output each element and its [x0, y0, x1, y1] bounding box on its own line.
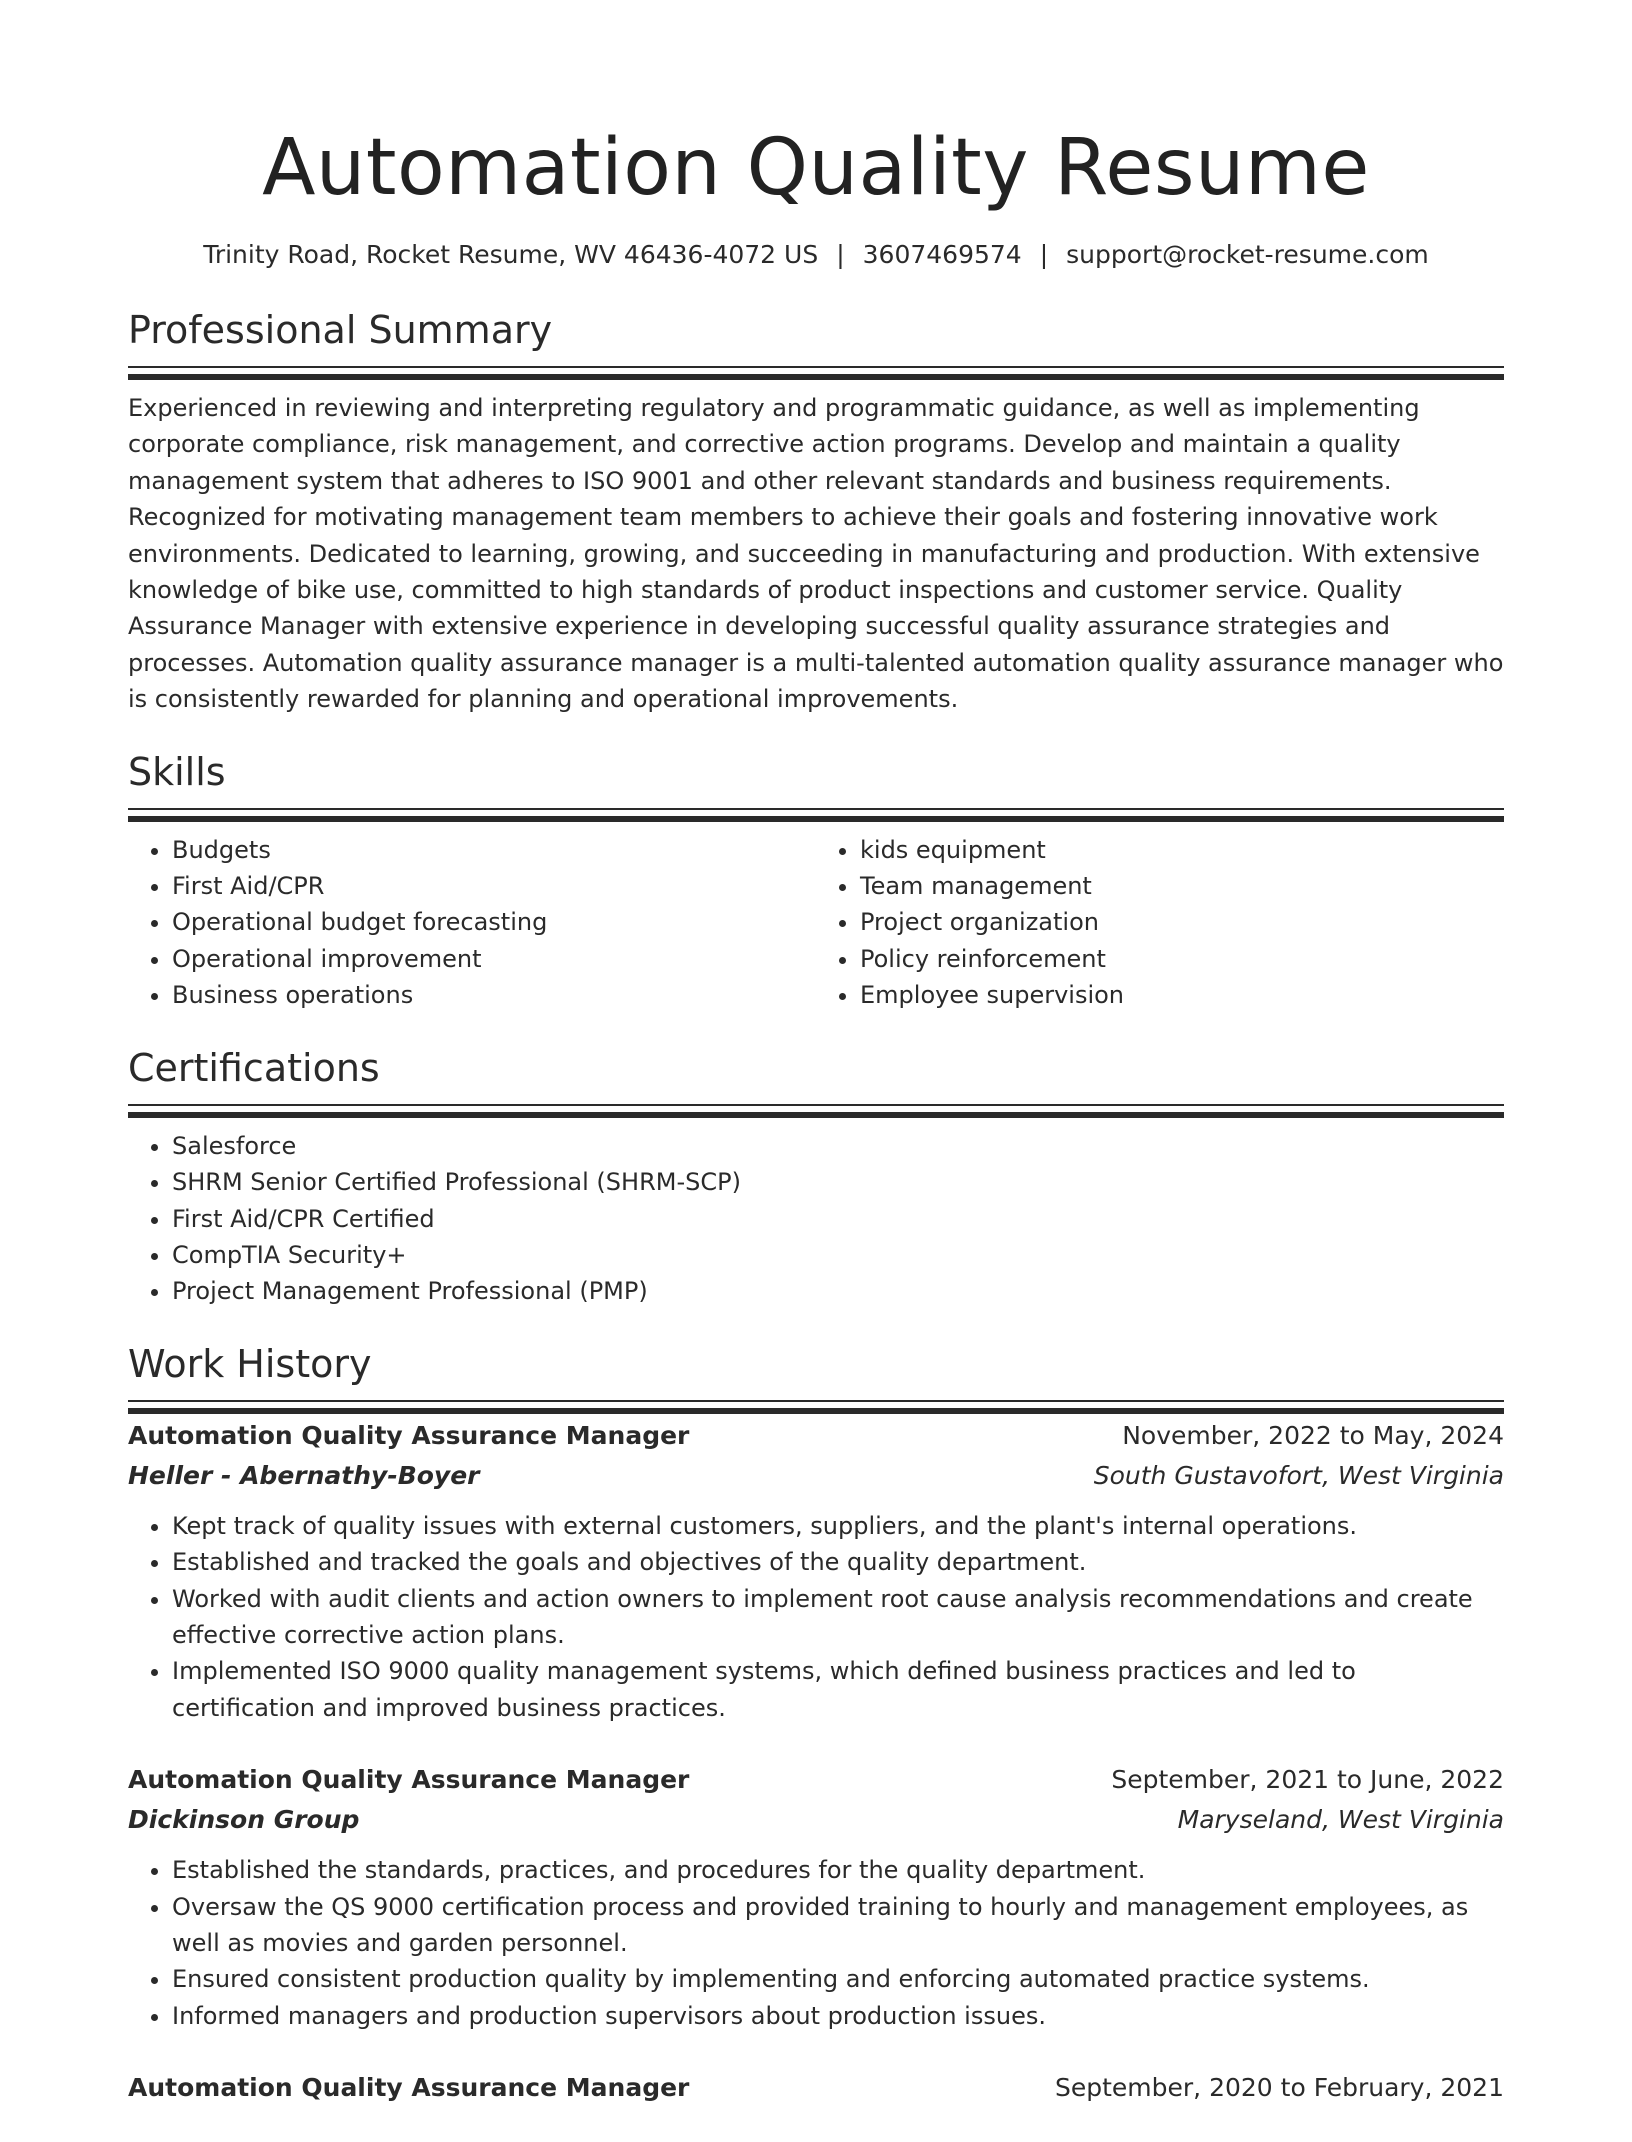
- work-history-section: [128, 1340, 1504, 2108]
- resume-title: Automation Quality Resume: [262, 123, 1370, 213]
- contact-address: Trinity Road, Rocket Resume, WV 46436-4072 US: [203, 240, 819, 269]
- job-title: Automation Quality Assurance Manager: [128, 1420, 690, 1450]
- section-divider: [128, 1104, 1504, 1106]
- job-bullets: [128, 1852, 1504, 2034]
- job-bullet: • Oversaw the QS 9000 certification process and provided training to hourly and management employees, as well as movies and garden personnel.: [172, 1889, 1504, 1962]
- contact-phone: 3607469574: [862, 240, 1022, 269]
- job-bullet: • Kept track of quality issues with external customers, suppliers, and the plant's internal operations.: [172, 1508, 1504, 1544]
- job-bullet: • Established the standards, practices, and procedures for the quality department.: [172, 1852, 1504, 1888]
- skill-item: • Business operations: [172, 977, 816, 1013]
- skills-grid: [128, 832, 1504, 1014]
- section-divider: [128, 366, 1504, 368]
- job-location: Maryseland, West Virginia: [1177, 1805, 1504, 1835]
- skill-item: • Project organization: [860, 904, 1504, 940]
- section-divider: [128, 808, 1504, 810]
- section-heading-certifications: Certifications: [128, 1045, 380, 1090]
- job-dates: September, 2021 to June, 2022: [1111, 1765, 1504, 1795]
- job-entry: [128, 1760, 1504, 2034]
- resume-page: [128, 0, 1504, 2142]
- certifications-list: [128, 1128, 1504, 1310]
- job-title: Automation Quality Assurance Manager: [128, 2073, 690, 2103]
- job-location: South Gustavofort, West Virginia: [1093, 1460, 1504, 1490]
- section-heading-work-history: Work History: [128, 1341, 372, 1386]
- certification-item: • Salesforce: [172, 1128, 1504, 1164]
- job-company: Dickinson Group: [128, 1805, 360, 1835]
- skill-item: • Budgets: [172, 832, 816, 868]
- skill-item: • First Aid/CPR: [172, 868, 816, 904]
- contact-separator: |: [1039, 240, 1049, 269]
- skill-item: • Operational improvement: [172, 941, 816, 977]
- skill-item: • Policy reinforcement: [860, 941, 1504, 977]
- job-title: Automation Quality Assurance Manager: [128, 1765, 690, 1795]
- job-bullet: • Informed managers and production supervisors about production issues.: [172, 1998, 1504, 2034]
- job-bullet: • Implemented ISO 9000 quality management systems, which defined business practices and led to certification and improved business practices.: [172, 1653, 1504, 1726]
- summary-text: Experienced in reviewing and interpreting regulatory and programmatic guidance, as well as implementing corporate compliance, risk management, and corrective action programs. Develop and maintain a quality management system that adheres to ISO 9001 and other relevant standards and business requirements. Recognized for motivating management team members to achieve their goals and fostering innovative work environments. Dedicated to learning, growing, and succeeding in manufacturing and production. With extensive knowledge of bike use, committed to high standards of product inspections and customer service. Quality Assurance Manager with extensive experience in developing successful quality assurance strategies and processes. Automation quality assurance manager is a multi-talented automation quality assurance manager who is consistently rewarded for planning and operational improvements.: [128, 394, 1504, 714]
- job-dates: September, 2020 to February, 2021: [1055, 2073, 1504, 2103]
- skill-item: • kids equipment: [860, 832, 1504, 868]
- section-heading-skills: Skills: [128, 749, 226, 794]
- job-entry: [128, 1416, 1504, 1726]
- job-entry: [128, 2068, 1504, 2108]
- job-bullet: • Established and tracked the goals and objectives of the quality department.: [172, 1544, 1504, 1580]
- skill-item: • Team management: [860, 868, 1504, 904]
- job-bullet: • Worked with audit clients and action owners to implement root cause analysis recommendations and create effective corrective action plans.: [172, 1581, 1504, 1654]
- skill-item: • Operational budget forecasting: [172, 904, 816, 940]
- job-bullet: • Ensured consistent production quality by implementing and enforcing automated practice systems.: [172, 1961, 1504, 1997]
- certification-item: • Project Management Professional (PMP): [172, 1273, 1504, 1309]
- section-heading-summary: Professional Summary: [128, 308, 553, 352]
- job-company: Heller - Abernathy-Boyer: [128, 1460, 480, 1490]
- job-dates: November, 2022 to May, 2024: [1122, 1420, 1504, 1450]
- section-divider: [128, 1400, 1504, 1402]
- summary-section: [128, 306, 1504, 718]
- certifications-section: [128, 1044, 1504, 1310]
- skills-list-right: [816, 832, 1504, 1014]
- contact-email[interactable]: support@rocket-resume.com: [1066, 240, 1429, 269]
- contact-separator: |: [836, 240, 845, 269]
- skills-section: [128, 748, 1504, 1014]
- job-bullets: [128, 1508, 1504, 1726]
- skill-item: • Employee supervision: [860, 977, 1504, 1013]
- skills-list-left: [128, 832, 816, 1014]
- contact-line: [128, 238, 1504, 272]
- certification-item: • First Aid/CPR Certified: [172, 1201, 1504, 1237]
- certification-item: • SHRM Senior Certified Professional (SHRM-SCP): [172, 1164, 1504, 1200]
- certification-item: • CompTIA Security+: [172, 1237, 1504, 1273]
